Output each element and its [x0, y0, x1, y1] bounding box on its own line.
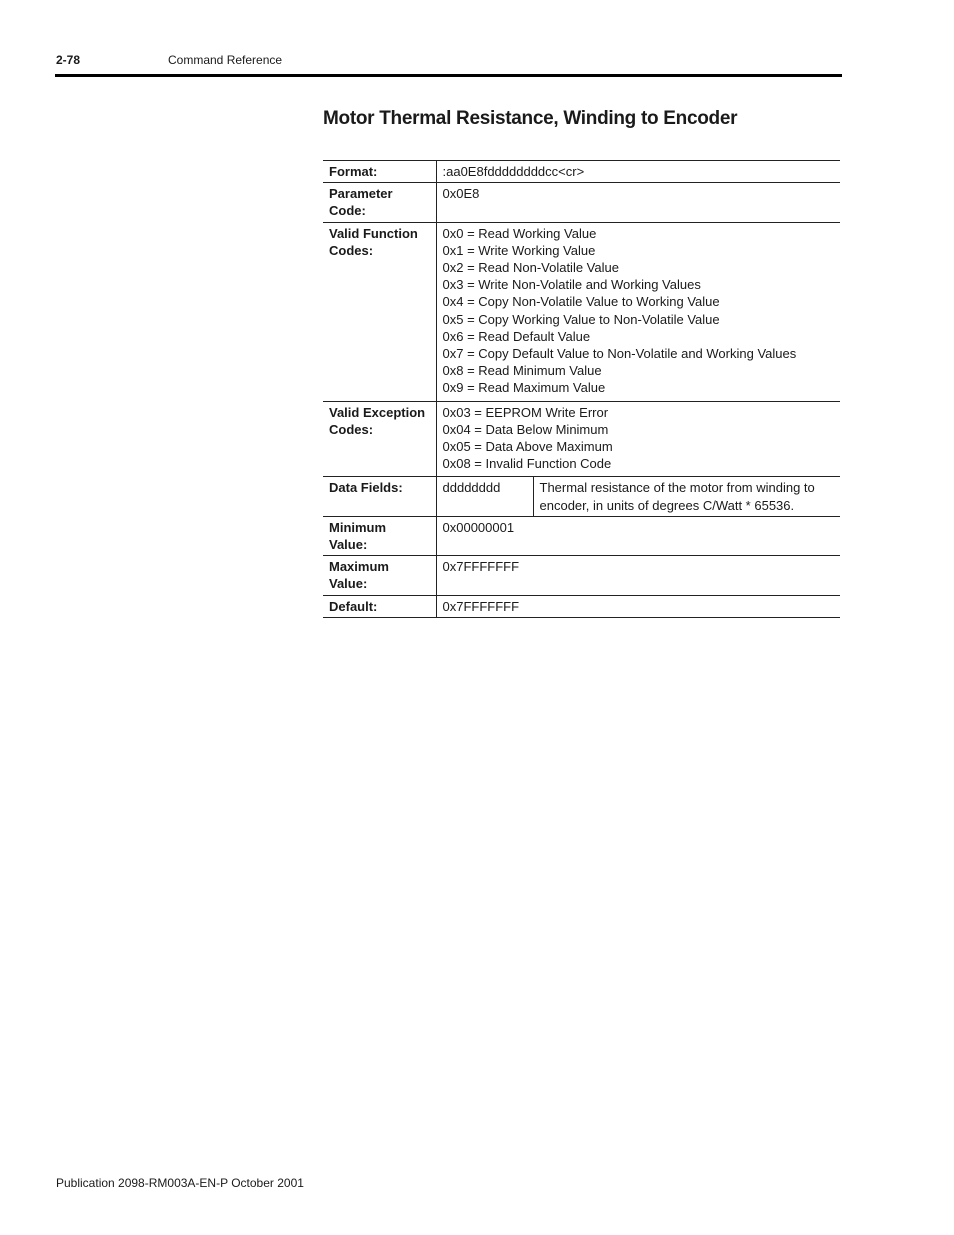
- default-value: 0x7FFFFFFF: [436, 595, 840, 617]
- valid-exception-codes-list: [436, 401, 840, 477]
- minimum-value-label-line1: Minimum: [329, 519, 387, 535]
- table-row-data-fields: [323, 477, 840, 516]
- function-code-item: 0x5 = Copy Working Value to Non-Volatile Value: [442, 311, 720, 327]
- minimum-value: 0x00000001: [436, 516, 840, 555]
- function-code-item: 0x4 = Copy Non-Volatile Value to Working Value: [442, 294, 720, 310]
- data-field-description-line1: Thermal resistance of the motor from winding to: [539, 480, 815, 496]
- valid-function-codes-label-line2: Codes:: [329, 242, 374, 258]
- default-label: Default:: [323, 595, 436, 617]
- exception-code-item: 0x05 = Data Above Maximum: [442, 439, 613, 455]
- data-field-name: dddddddd: [436, 477, 533, 516]
- function-code-item: 0x6 = Read Default Value: [442, 328, 591, 344]
- format-value: :aa0E8fddddddddcc<cr>: [436, 161, 840, 183]
- table-row-maximum-value: [323, 556, 840, 595]
- data-fields-label: Data Fields:: [323, 477, 436, 516]
- function-code-item: 0x0 = Read Working Value: [442, 225, 597, 241]
- minimum-value-label-line2: Value:: [329, 537, 368, 553]
- maximum-value: 0x7FFFFFFF: [436, 556, 840, 595]
- parameter-code-label-line1: Parameter: [329, 186, 393, 202]
- table-row-valid-function-codes: [323, 222, 840, 401]
- exception-code-item: 0x08 = Invalid Function Code: [442, 456, 612, 472]
- maximum-value-label: [323, 556, 436, 595]
- header-rule: [55, 74, 842, 77]
- section-title: Motor Thermal Resistance, Winding to Encoder: [323, 108, 738, 129]
- parameter-table: [323, 160, 840, 618]
- parameter-code-label: [323, 183, 436, 222]
- function-code-item: 0x7 = Copy Default Value to Non-Volatile and Working Values: [442, 346, 797, 362]
- exception-code-item: 0x03 = EEPROM Write Error: [442, 404, 609, 420]
- format-label: Format:: [323, 161, 436, 183]
- data-field-description: [533, 477, 840, 516]
- running-head: Command Reference: [168, 53, 283, 67]
- parameter-code-value: 0x0E8: [436, 183, 840, 222]
- table-row-valid-exception-codes: [323, 401, 840, 477]
- function-code-item: 0x2 = Read Non-Volatile Value: [442, 260, 619, 276]
- table-row-default: [323, 595, 840, 617]
- function-code-item: 0x3 = Write Non-Volatile and Working Values: [442, 277, 701, 293]
- data-field-description-line2: encoder, in units of degrees C/Watt * 65536.: [539, 497, 795, 513]
- valid-function-codes-label: [323, 222, 436, 401]
- valid-function-codes-list: [436, 222, 840, 401]
- table-row-minimum-value: [323, 516, 840, 555]
- page-number: 2-78: [56, 53, 81, 67]
- minimum-value-label: [323, 516, 436, 555]
- table-row-parameter-code: [323, 183, 840, 222]
- valid-exception-codes-label: [323, 401, 436, 477]
- table-row-format: [323, 161, 840, 183]
- function-code-item: 0x9 = Read Maximum Value: [442, 380, 606, 396]
- valid-function-codes-label-line1: Valid Function: [329, 225, 418, 241]
- maximum-value-label-line1: Maximum: [329, 559, 389, 575]
- valid-exception-codes-label-line2: Codes:: [329, 421, 374, 437]
- function-code-item: 0x1 = Write Working Value: [442, 242, 596, 258]
- valid-exception-codes-label-line1: Valid Exception: [329, 404, 426, 420]
- exception-code-item: 0x04 = Data Below Minimum: [442, 421, 609, 437]
- maximum-value-label-line2: Value:: [329, 576, 368, 592]
- function-code-item: 0x8 = Read Minimum Value: [442, 363, 602, 379]
- footer-publication: Publication 2098-RM003A-EN-P October 2001: [56, 1176, 304, 1190]
- parameter-code-label-line2: Code:: [329, 203, 366, 219]
